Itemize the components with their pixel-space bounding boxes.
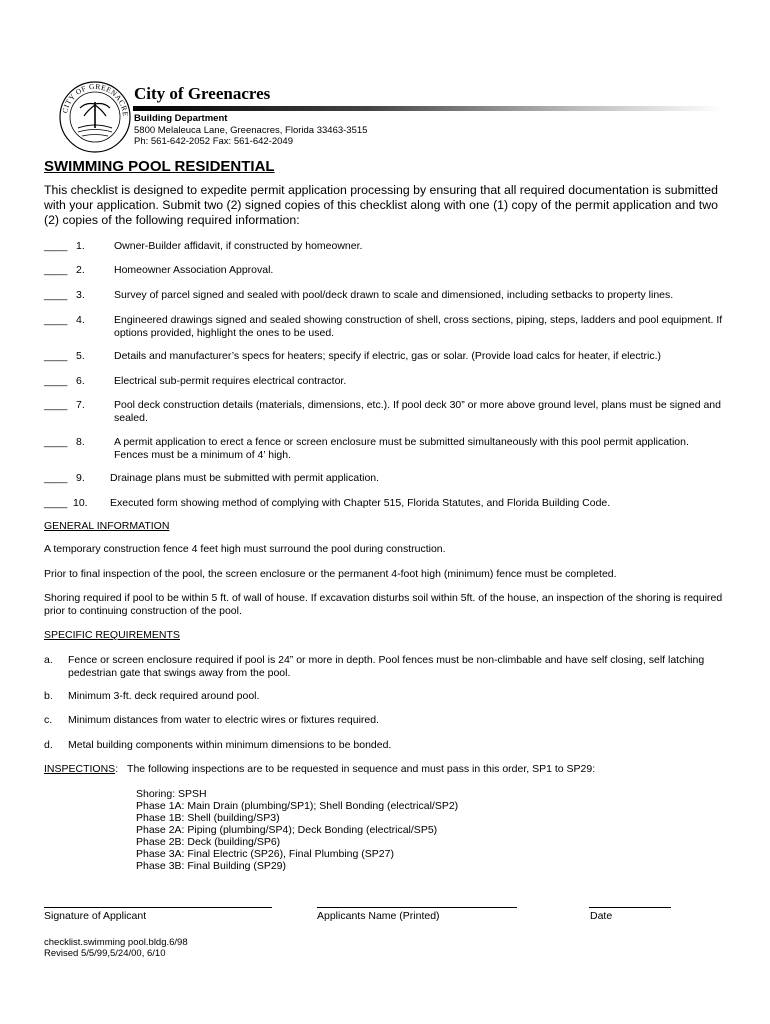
svg-text:CITY OF GREENACRES: CITY OF GREENACRE — [60, 81, 131, 118]
checklist-blank[interactable]: ____ — [44, 314, 68, 326]
checklist-blank[interactable]: ____ — [44, 375, 68, 387]
department-phone: Ph: 561-642-2052 Fax: 561-642-2049 — [134, 136, 293, 147]
checklist-item: Survey of parcel signed and sealed with pool/deck drawn to scale and dimensioned, including setbacks to property lines. — [114, 289, 674, 301]
checklist-item: Drainage plans must be submitted with permit application. — [110, 472, 380, 484]
inspection-phase: Phase 3A: Final Electric (SP26), Final Plumbing (SP27) — [136, 848, 394, 860]
department-name: Building Department — [134, 113, 228, 124]
inspection-phase: Phase 2B: Deck (building/SP6) — [136, 836, 281, 848]
department-address: 5800 Melaleuca Lane, Greenacres, Florida 33463-3515 — [134, 125, 368, 136]
checklist-number: 6. — [76, 375, 85, 387]
signature-line[interactable] — [44, 907, 272, 908]
checklist-item: Executed form showing method of complying with Chapter 515, Florida Statutes, and Florida Building Code. — [110, 497, 611, 509]
inspections-colon: : — [115, 763, 119, 775]
inspection-phase: Shoring: SPSH — [136, 788, 207, 800]
general-paragraph: Prior to final inspection of the pool, the screen enclosure or the permanent 4-foot high (minimum) fence must be completed. — [44, 568, 617, 580]
city-name: City of Greenacres — [134, 84, 271, 103]
requirement-item: Metal building components within minimum dimensions to be bonded. — [68, 739, 392, 751]
city-seal-icon — [58, 80, 132, 154]
checklist-blank[interactable]: ____ — [44, 436, 68, 448]
checklist-blank[interactable]: ____ — [44, 497, 68, 509]
printed-name-label: Applicants Name (Printed) — [317, 910, 440, 922]
checklist-blank[interactable]: ____ — [44, 264, 68, 276]
date-line[interactable] — [589, 907, 671, 908]
inspections-line — [44, 763, 595, 775]
checklist-item: Homeowner Association Approval. — [114, 264, 274, 276]
requirement-letter: a. — [44, 654, 53, 666]
checklist-blank[interactable]: ____ — [44, 472, 68, 484]
footer-form-id: checklist.swimming pool.bldg.6/98 — [44, 937, 188, 948]
checklist-blank[interactable]: ____ — [44, 350, 68, 362]
inspections-label: INSPECTIONS — [44, 763, 116, 775]
signature-label: Signature of Applicant — [44, 910, 147, 922]
inspection-phase: Phase 3B: Final Building (SP29) — [136, 860, 286, 872]
checklist-item: Engineered drawings signed and sealed showing construction of shell, cross sections, piping, steps, ladders and pool equipment. If options provided, highlight the ones to be used. — [114, 314, 723, 339]
requirement-letter: c. — [44, 714, 53, 726]
page-title: SWIMMING POOL RESIDENTIAL — [44, 158, 275, 175]
requirement-item: Minimum distances from water to electric wires or fixtures required. — [68, 714, 380, 726]
checklist-item: Pool deck construction details (materials, dimensions, etc.). If pool deck 30” or more above ground level, plans must be signed and sealed. — [114, 399, 721, 424]
checklist-blank[interactable]: ____ — [44, 240, 68, 252]
checklist-item: Owner-Builder affidavit, if constructed by homeowner. — [114, 240, 363, 252]
checklist-number: 7. — [76, 399, 85, 411]
intro-paragraph: This checklist is designed to expedite permit application processing by ensuring that all required documentation is submitted with your application. Submit two (2) signed copies of this checklist along with one (1) copy of the permit application and two (2) copies of the following required information: — [44, 183, 718, 227]
date-label: Date — [590, 910, 613, 922]
general-paragraph: A temporary construction fence 4 feet high must surround the pool during construction. — [44, 543, 446, 555]
general-paragraph: Shoring required if pool to be within 5 ft. of wall of house. If excavation disturbs soil within 5ft. of the house, an inspection of the shoring is required prior to continuing construction of the pool. — [44, 592, 723, 617]
specific-requirements-heading: SPECIFIC REQUIREMENTS — [44, 629, 180, 641]
checklist-number: 2. — [76, 264, 85, 276]
checklist-item: Details and manufacturer’s specs for heaters; specify if electric, gas or solar. (Provide load calcs for heater, if electric.) — [114, 350, 662, 362]
requirement-letter: b. — [44, 690, 53, 702]
checklist-blank[interactable]: ____ — [44, 289, 68, 301]
requirement-item: Minimum 3-ft. deck required around pool. — [68, 690, 260, 702]
checklist-number: 5. — [76, 350, 85, 362]
footer-revised: Revised 5/5/99,5/24/00, 6/10 — [44, 948, 166, 959]
inspection-phase: Phase 2A: Piping (plumbing/SP4); Deck Bonding (electrical/SP5) — [136, 824, 438, 836]
checklist-number: 8. — [76, 436, 85, 448]
checklist-blank[interactable]: ____ — [44, 399, 68, 411]
requirement-item: Fence or screen enclosure required if pool is 24” or more in depth. Pool fences must be non-climbable and have self closing, self latching pedestrian gate that swings away from the pool. — [68, 654, 705, 679]
checklist-number: 3. — [76, 289, 85, 301]
inspection-phase: Phase 1A: Main Drain (plumbing/SP1); Shell Bonding (electrical/SP2) — [136, 800, 459, 812]
header-rule — [133, 106, 723, 111]
checklist-number: 1. — [76, 240, 85, 252]
checklist-number: 10. — [73, 497, 88, 509]
inspection-phase: Phase 1B: Shell (building/SP3) — [136, 812, 280, 824]
checklist-number: 9. — [76, 472, 85, 484]
printed-name-line[interactable] — [317, 907, 517, 908]
checklist-number: 4. — [76, 314, 85, 326]
general-information-heading: GENERAL INFORMATION — [44, 520, 170, 532]
checklist-item: A permit application to erect a fence or screen enclosure must be submitted simultaneously with this pool permit application. Fences must be a minimum of 4’ high. — [114, 436, 689, 461]
requirement-letter: d. — [44, 739, 53, 751]
inspections-text: The following inspections are to be requested in sequence and must pass in this order, SP1 to SP29: — [127, 763, 596, 775]
checklist-item: Electrical sub-permit requires electrical contractor. — [114, 375, 347, 387]
